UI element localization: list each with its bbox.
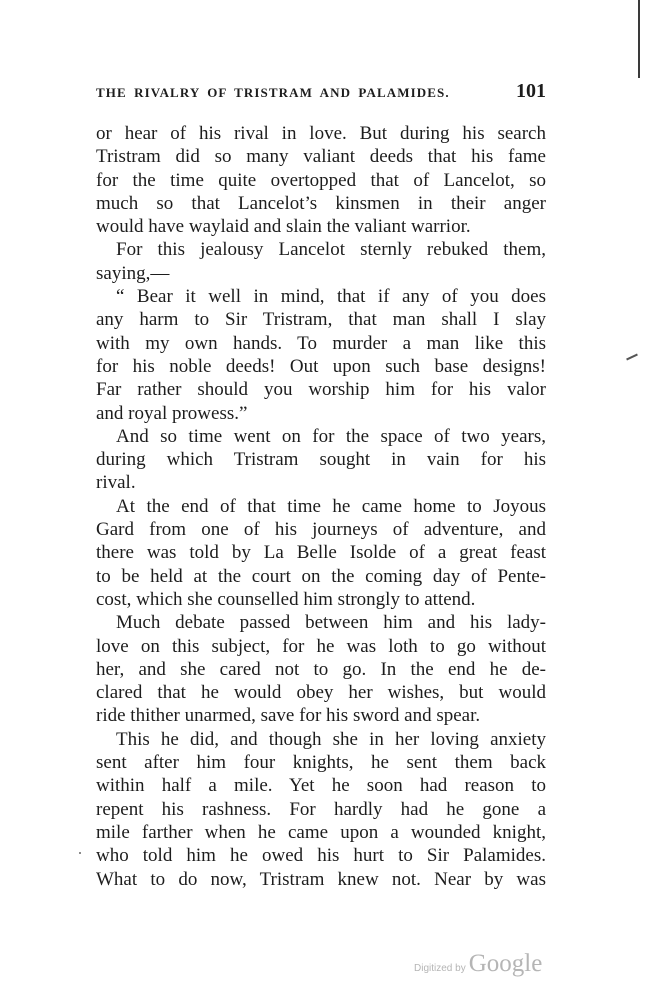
text-line: with my own hands. To murder a man like this — [96, 332, 546, 354]
text-line: And so time went on for the space of two years, — [116, 425, 546, 447]
text-line: ride thither unarmed, save for his sword and spear. — [96, 705, 481, 727]
text-line: Much debate passed between him and his lady- — [116, 612, 546, 634]
text-line: for the time quite overtopped that of Lancelot, so — [96, 169, 546, 191]
running-head — [96, 80, 546, 103]
text-line: would have waylaid and slain the valiant warrior. — [96, 216, 471, 238]
digitization-watermark — [414, 950, 542, 978]
watermark-brand: Google — [468, 950, 543, 977]
page-number: 101 — [516, 80, 546, 102]
text-line: Tristram did so many valiant deeds that his fame — [96, 146, 546, 168]
text-line: repent his rashness. For hardly had he gone a — [96, 798, 546, 820]
text-line: for his noble deeds! Out upon such base designs! — [96, 355, 546, 377]
text-line: during which Tristram sought in vain for his — [96, 449, 546, 471]
text-line: Far rather should you worship him for his valor — [96, 379, 546, 401]
text-line: or hear of his rival in love. But during his search — [96, 123, 546, 144]
text-line: any harm to Sir Tristram, that man shall I slay — [96, 309, 546, 331]
watermark-prefix: Digitized by — [414, 963, 466, 974]
ink-speck — [79, 852, 81, 854]
text-line: For this jealousy Lancelot sternly rebuked them, — [116, 239, 546, 261]
text-line: rival. — [96, 472, 136, 494]
text-line: to be held at the court on the coming day of Pente- — [96, 565, 546, 587]
text-line: “ Bear it well in mind, that if any of you does — [116, 286, 546, 308]
body-text — [96, 122, 546, 891]
text-line: This he did, and though she in her loving anxiety — [116, 728, 546, 750]
text-line: clared that he would obey her wishes, but would — [96, 682, 546, 704]
running-title: THE RIVALRY OF TRISTRAM AND PALAMIDES. — [96, 85, 450, 100]
text-line: mile farther when he came upon a wounded knight, — [96, 821, 546, 843]
page-edge-line — [638, 0, 640, 78]
text-line: cost, which she counselled him strongly to attend. — [96, 588, 476, 610]
text-line: her, and she cared not to go. In the end he de- — [96, 658, 546, 680]
text-line: and royal prowess.” — [96, 402, 248, 424]
text-line: love on this subject, for he was loth to go without — [96, 635, 546, 657]
text-line: within half a mile. Yet he soon had reason to — [96, 775, 546, 797]
text-line: At the end of that time he came home to Joyous — [116, 495, 546, 517]
text-line: Gard from one of his journeys of adventure, and — [96, 519, 546, 541]
margin-pencil-mark — [626, 354, 638, 361]
text-line: much so that Lancelot’s kinsmen in their anger — [96, 192, 546, 214]
text-line: there was told by La Belle Isolde of a great feast — [96, 542, 546, 564]
text-line: saying,— — [96, 262, 170, 284]
text-line: What to do now, Tristram knew not. Near by was — [96, 868, 546, 890]
text-line: who told him he owed his hurt to Sir Palamides. — [96, 845, 546, 867]
text-line: sent after him four knights, he sent them back — [96, 752, 546, 774]
